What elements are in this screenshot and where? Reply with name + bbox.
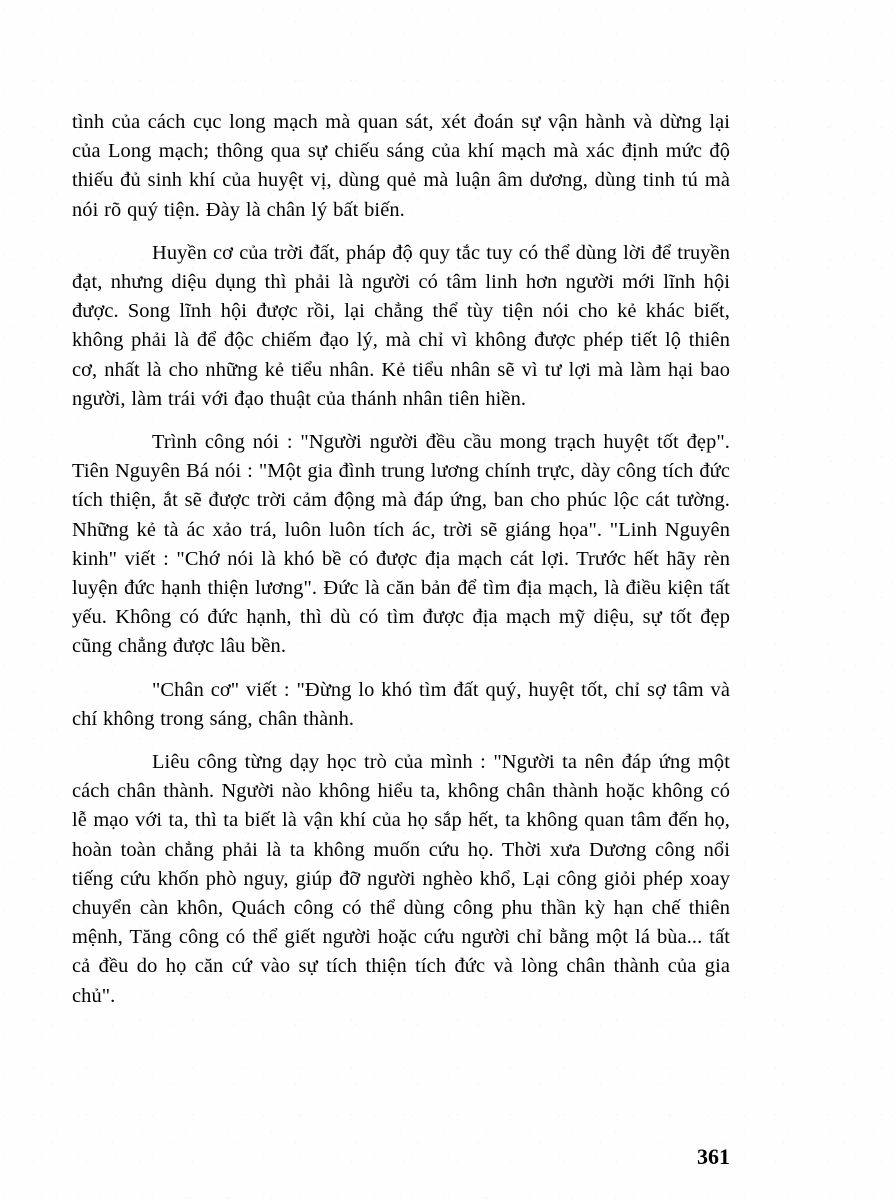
paragraph: "Chân cơ" viết : "Đừng lo khó tìm đất quý, huyệt tốt, chỉ sợ tâm và chí không trong sáng, chân thành. <box>72 678 730 730</box>
page-number: 361 <box>697 1144 730 1169</box>
page-text-block <box>72 108 730 1011</box>
paragraph: tình của cách cục long mạch mà quan sát, xét đoán sự vận hành và dừng lại của Long mạch; thông qua sự chiếu sáng của khí mạch mà xác định mức độ thiếu đủ sinh khí của huyệt vị, dùng quẻ mà luận âm dương, dùng tinh tú mà nói rõ quý tiện. Đày là chân lý bất biến. <box>72 111 730 221</box>
paragraph: Liêu công từng dạy học trò của mình : "Người ta nên đáp ứng một cách chân thành. Người nào không hiểu ta, không chân thành hoặc không có lễ mạo với ta, thì ta biết là vận khí của họ sắp hết, ta không quan tâm đến họ, hoàn toàn chẳng phải là ta không muốn cứu họ. Thời xưa Dương công nổi tiếng cứu khốn phò nguy, giúp đỡ người nghèo khổ, Lại công giỏi phép xoay chuyển càn khôn, Quách công có thể dùng công phu thần kỳ hạn chế thiên mệnh, Tăng công có thể giết người hoặc cứu người chỉ bằng một lá bùa... tất cả đều do họ căn cứ vào sự tích thiện tích đức và lòng chân thành của gia chủ". <box>72 751 730 1007</box>
paragraph: Huyền cơ của trời đất, pháp độ quy tắc tuy có thể dùng lời để truyền đạt, nhưng diệu dụng thì phải là người có tâm linh hơn người mới lĩnh hội được. Song lĩnh hội được rồi, lại chẳng thể tùy tiện nói cho kẻ khác biết, không phải là để độc chiếm đạo lý, mà chỉ vì không được phép tiết lộ thiên cơ, nhất là cho những kẻ tiểu nhân. Kẻ tiểu nhân sẽ vì tư lợi mà làm hại bao người, làm trái với đạo thuật của thánh nhân tiên hiền. <box>72 241 730 410</box>
paragraph: Trình công nói : "Người người đều cầu mong trạch huyệt tốt đẹp". Tiên Nguyên Bá nói : "Một gia đình trung lương chính trực, dày công tích đức tích thiện, ắt sẽ được trời cảm động mà đáp ứng, ban cho phúc lộc cát tường. Những kẻ tà ác xảo trá, luôn luôn tích ác, trời sẽ giáng họa". "Linh Nguyên kinh" viết : "Chớ nói là khó bề có được địa mạch cát lợi. Trước hết hãy rèn luyện đức hạnh thiện lương". Đức là căn bản để tìm địa mạch, là điều kiện tất yếu. Không có đức hạnh, thì dù có tìm được địa mạch mỹ diệu, sự tốt đẹp cũng chẳng được lâu bền. <box>72 431 730 658</box>
